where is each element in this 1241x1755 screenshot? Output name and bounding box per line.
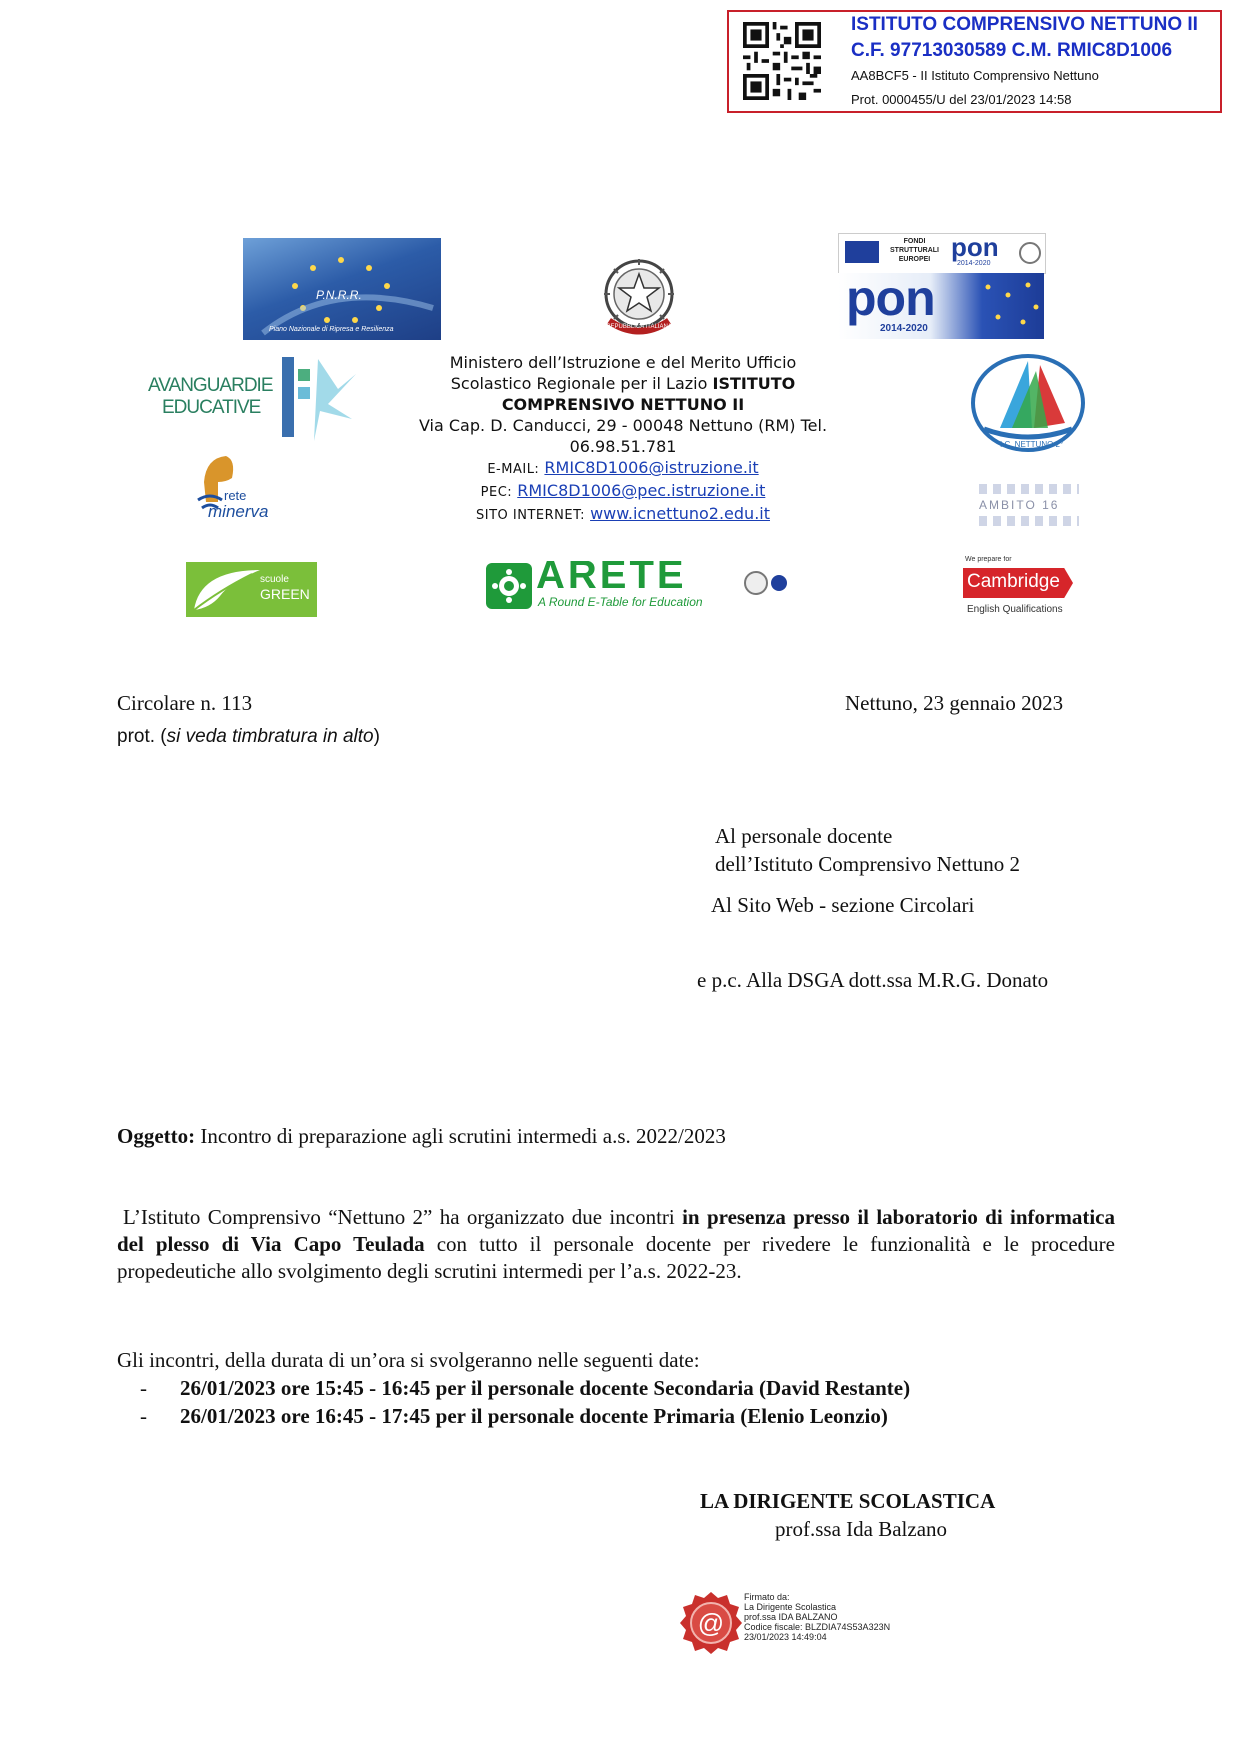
repubblica-small-icon	[1019, 242, 1041, 264]
cambridge-subtitle: English Qualifications	[967, 604, 1063, 615]
stamp-protocol-number: Prot. 0000455/U del 23/01/2023 14:58	[851, 92, 1072, 107]
circolare-number: Circolare n. 113	[117, 691, 253, 715]
header-address: Via Cap. D. Canducci, 29 - 00048 Nettuno (RM) Tel.	[418, 416, 828, 435]
body-paragraph: L’Istituto Comprensivo “Nettuno 2” ha organizzato due incontri in presenza presso il laboratorio di informatica del plesso di Via Capo Teulada con tutto il personale docente per rivedere le funzionalità e le procedure propedeutiche allo svolgimento degli scrutini intermedi per l’a.s. 2022-23.	[117, 1205, 1115, 1283]
stamp-school-name: ISTITUTO COMPRENSIVO NETTUNO II	[851, 14, 1198, 35]
avanguardie-educative-logo	[148, 349, 356, 445]
recipient-1: Al personale docente	[715, 824, 893, 848]
stars-icon	[968, 277, 1044, 337]
recipient-3: Al Sito Web - sezione Circolari	[711, 893, 975, 917]
ambito-bars-bottom-icon	[979, 516, 1079, 526]
arete-logo	[486, 561, 801, 611]
avanguardie-line2: EDUCATIVE	[162, 397, 261, 418]
rete-minerva-logo	[190, 452, 315, 524]
pon-big-years: 2014-2020	[880, 323, 928, 334]
scuole-label: scuole	[260, 574, 289, 585]
repubblica-label: REPUBBLICA ITALIANA	[606, 324, 672, 330]
subject-line: Oggetto: Incontro di preparazione agli scrutini intermedi a.s. 2022/2023	[117, 1124, 726, 1148]
eu-circle-icon	[771, 575, 787, 591]
school-header	[380, 352, 866, 526]
cambridge-logo	[963, 556, 1081, 624]
fondi-label: FONDI STRUTTURALI EUROPEI	[890, 238, 939, 263]
cambridge-pre: We prepare for	[965, 556, 1012, 563]
pon-main-banner	[838, 273, 1044, 339]
signature-name: prof.ssa Ida Balzano	[775, 1517, 948, 1541]
qr-code-icon	[743, 22, 821, 100]
recipient-2: dell’Istituto Comprensivo Nettuno 2	[715, 852, 1021, 876]
italy-emblem-small-icon	[744, 571, 768, 595]
leaf-icon	[190, 566, 262, 614]
meeting-item-1: 26/01/2023 ore 15:45 - 16:45 per il personale docente Secondaria (David Restante)	[180, 1376, 911, 1400]
pec-link[interactable]: RMIC8D1006@pec.istruzione.it	[517, 481, 766, 500]
minerva-label: minerva	[208, 502, 269, 521]
scuole-green-logo	[186, 562, 317, 617]
eu-flag-icon	[845, 241, 879, 263]
header-line3: COMPRENSIVO NETTUNO II	[501, 395, 745, 414]
letter-date: Nettuno, 23 gennaio 2023	[845, 691, 1064, 715]
stamp-registry: AA8BCF5 - II Istituto Comprensivo Nettuno	[851, 68, 1099, 83]
list-dash-icon: -	[140, 1376, 147, 1400]
ambito-label: AMBITO 16	[979, 498, 1060, 512]
header-email-row: E-MAIL: RMIC8D1006@istruzione.it	[487, 458, 759, 477]
arete-table-icon	[492, 569, 526, 603]
stamp-fiscal-code: C.F. 97713030589 C.M. RMIC8D1006	[851, 40, 1173, 61]
protocol-stamp	[727, 10, 1222, 113]
pon-big-label: pon	[846, 273, 935, 326]
rete-label: rete	[224, 488, 247, 503]
header-line2: Scolastico Regionale per il Lazio ISTITUTO	[450, 374, 796, 393]
signature-title: LA DIRIGENTE SCOLASTICA	[700, 1489, 996, 1513]
header-site-row: SITO INTERNET: www.icnettuno2.edu.it	[476, 504, 770, 523]
email-link[interactable]: RMIC8D1006@istruzione.it	[544, 458, 759, 477]
svg-text:@: @	[697, 1608, 725, 1638]
site-link[interactable]: www.icnettuno2.edu.it	[590, 504, 770, 523]
header-phone: 06.98.51.781	[569, 437, 677, 456]
cambridge-label: Cambridge	[967, 571, 1060, 592]
digital-signature-details: Firmato da: La Dirigente Scolastica prof.ssa IDA BALZANO Codice fiscale: BLZDIA74S53A323N 23/01/2023 14:49:04	[744, 1592, 891, 1642]
avanguardie-line1: AVANGUARDIE	[148, 375, 273, 396]
ambito-16-logo	[975, 484, 1090, 528]
green-label: GREEN	[260, 586, 310, 602]
arete-subtitle: A Round E-Table for Education	[538, 595, 703, 609]
pnrr-logo	[243, 238, 441, 340]
recipient-4: e p.c. Alla DSGA dott.ssa M.R.G. Donato	[697, 968, 1049, 992]
ic-nettuno-label: I.C. NETTUNO 2°	[1000, 440, 1064, 449]
pon-small-years: 2014-2020	[957, 260, 991, 267]
header-line1: Ministero dell’Istruzione e del Merito Ufficio	[449, 353, 797, 372]
arete-label: ARETE	[536, 561, 687, 597]
digital-signature-seal-icon	[678, 1590, 744, 1656]
pnrr-title: P.N.R.R.	[316, 288, 362, 302]
protocol-line: prot. (si veda timbratura in alto)	[117, 726, 380, 747]
pon-fondi-banner	[838, 233, 1046, 274]
avanguardie-star-icon	[268, 349, 356, 445]
header-pec-row: PEC: RMIC8D1006@pec.istruzione.it	[480, 481, 766, 500]
meeting-item-2: 26/01/2023 ore 16:45 - 17:45 per il personale docente Primaria (Elenio Leonzio)	[180, 1404, 888, 1428]
ambito-bars-icon	[979, 484, 1079, 494]
list-dash-icon: -	[140, 1404, 147, 1428]
pon-small-label: pon	[951, 233, 999, 262]
pnrr-subtitle: Piano Nazionale di Ripresa e Resilienza	[269, 326, 394, 333]
dates-intro: Gli incontri, della durata di un’ora si svolgeranno nelle seguenti date:	[117, 1348, 700, 1372]
